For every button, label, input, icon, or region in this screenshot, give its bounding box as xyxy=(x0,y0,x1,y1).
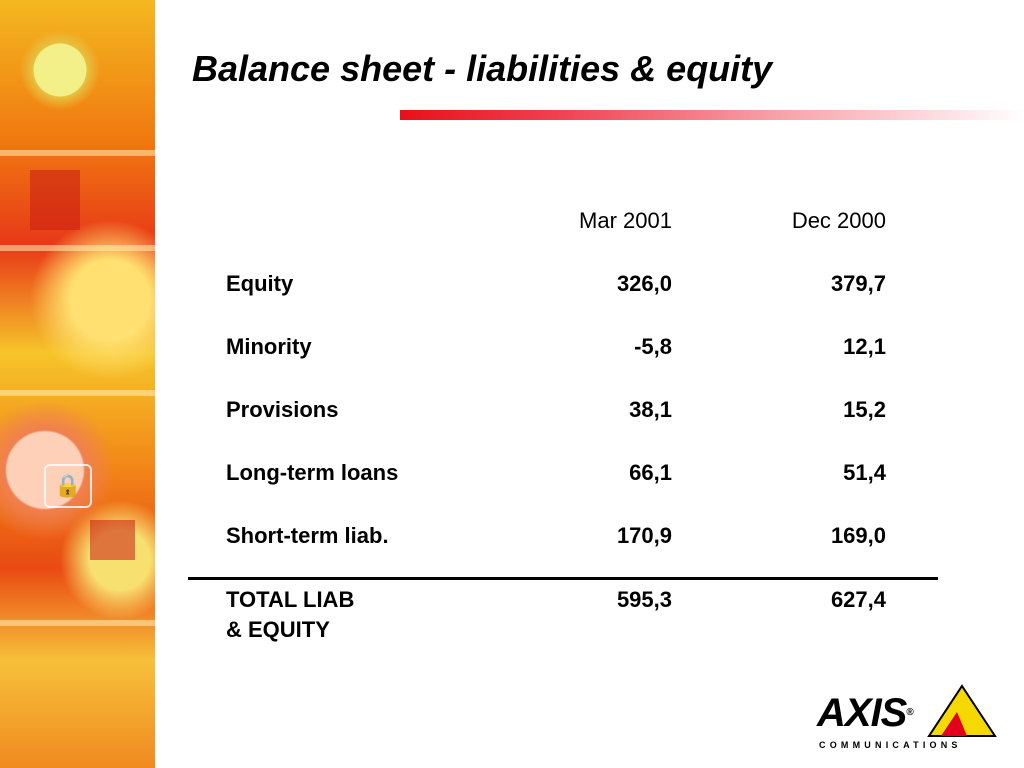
cell-short-term-liab-dec-2000: 169,0 xyxy=(830,523,886,548)
lock-icon: 🔒 xyxy=(44,464,92,508)
cell-long-term-loans-dec-2000: 51,4 xyxy=(843,460,886,485)
cell-equity-dec-2000: 379,7 xyxy=(830,271,886,296)
title-underline xyxy=(400,110,1024,120)
logo-subtitle: COMMUNICATIONS xyxy=(819,740,962,750)
logo-wordmark xyxy=(817,692,913,734)
sidebar-streak xyxy=(0,245,155,251)
sidebar-streak xyxy=(0,620,155,626)
axis-communications-logo xyxy=(817,684,997,754)
cell-provisions-mar-2001: 38,1 xyxy=(629,397,672,422)
row-label-equity: Equity xyxy=(226,271,294,296)
decorative-sidebar-image xyxy=(0,0,155,768)
total-divider xyxy=(188,577,938,580)
sidebar-streak xyxy=(0,390,155,396)
column-header-mar-2001: Mar 2001 xyxy=(579,208,672,233)
row-label-provisions: Provisions xyxy=(226,397,339,422)
cell-provisions-dec-2000: 15,2 xyxy=(843,397,886,422)
sidebar-streak xyxy=(0,150,155,156)
sidebar-block xyxy=(90,520,135,560)
row-label-minority: Minority xyxy=(226,334,312,359)
column-header-dec-2000: Dec 2000 xyxy=(791,208,886,233)
page-title: Balance sheet - liabilities & equity xyxy=(192,48,773,89)
registered-mark: ® xyxy=(906,707,913,718)
logo-wordmark-text: AXIS xyxy=(817,691,907,735)
row-label-long-term-loans: Long-term loans xyxy=(226,460,399,485)
cell-total-dec-2000: 627,4 xyxy=(830,587,886,612)
logo-triangle-icon xyxy=(927,684,997,738)
total-label-line2: & EQUITY xyxy=(226,617,330,642)
total-label-line1: TOTAL LIAB xyxy=(226,587,355,612)
cell-minority-dec-2000: 12,1 xyxy=(843,334,886,359)
sidebar-block xyxy=(30,170,80,230)
row-label-short-term-liab: Short-term liab. xyxy=(226,523,389,548)
cell-short-term-liab-mar-2001: 170,9 xyxy=(616,523,672,548)
cell-equity-mar-2001: 326,0 xyxy=(616,271,672,296)
cell-minority-mar-2001: -5,8 xyxy=(634,334,672,359)
cell-long-term-loans-mar-2001: 66,1 xyxy=(629,460,672,485)
cell-total-mar-2001: 595,3 xyxy=(616,587,672,612)
